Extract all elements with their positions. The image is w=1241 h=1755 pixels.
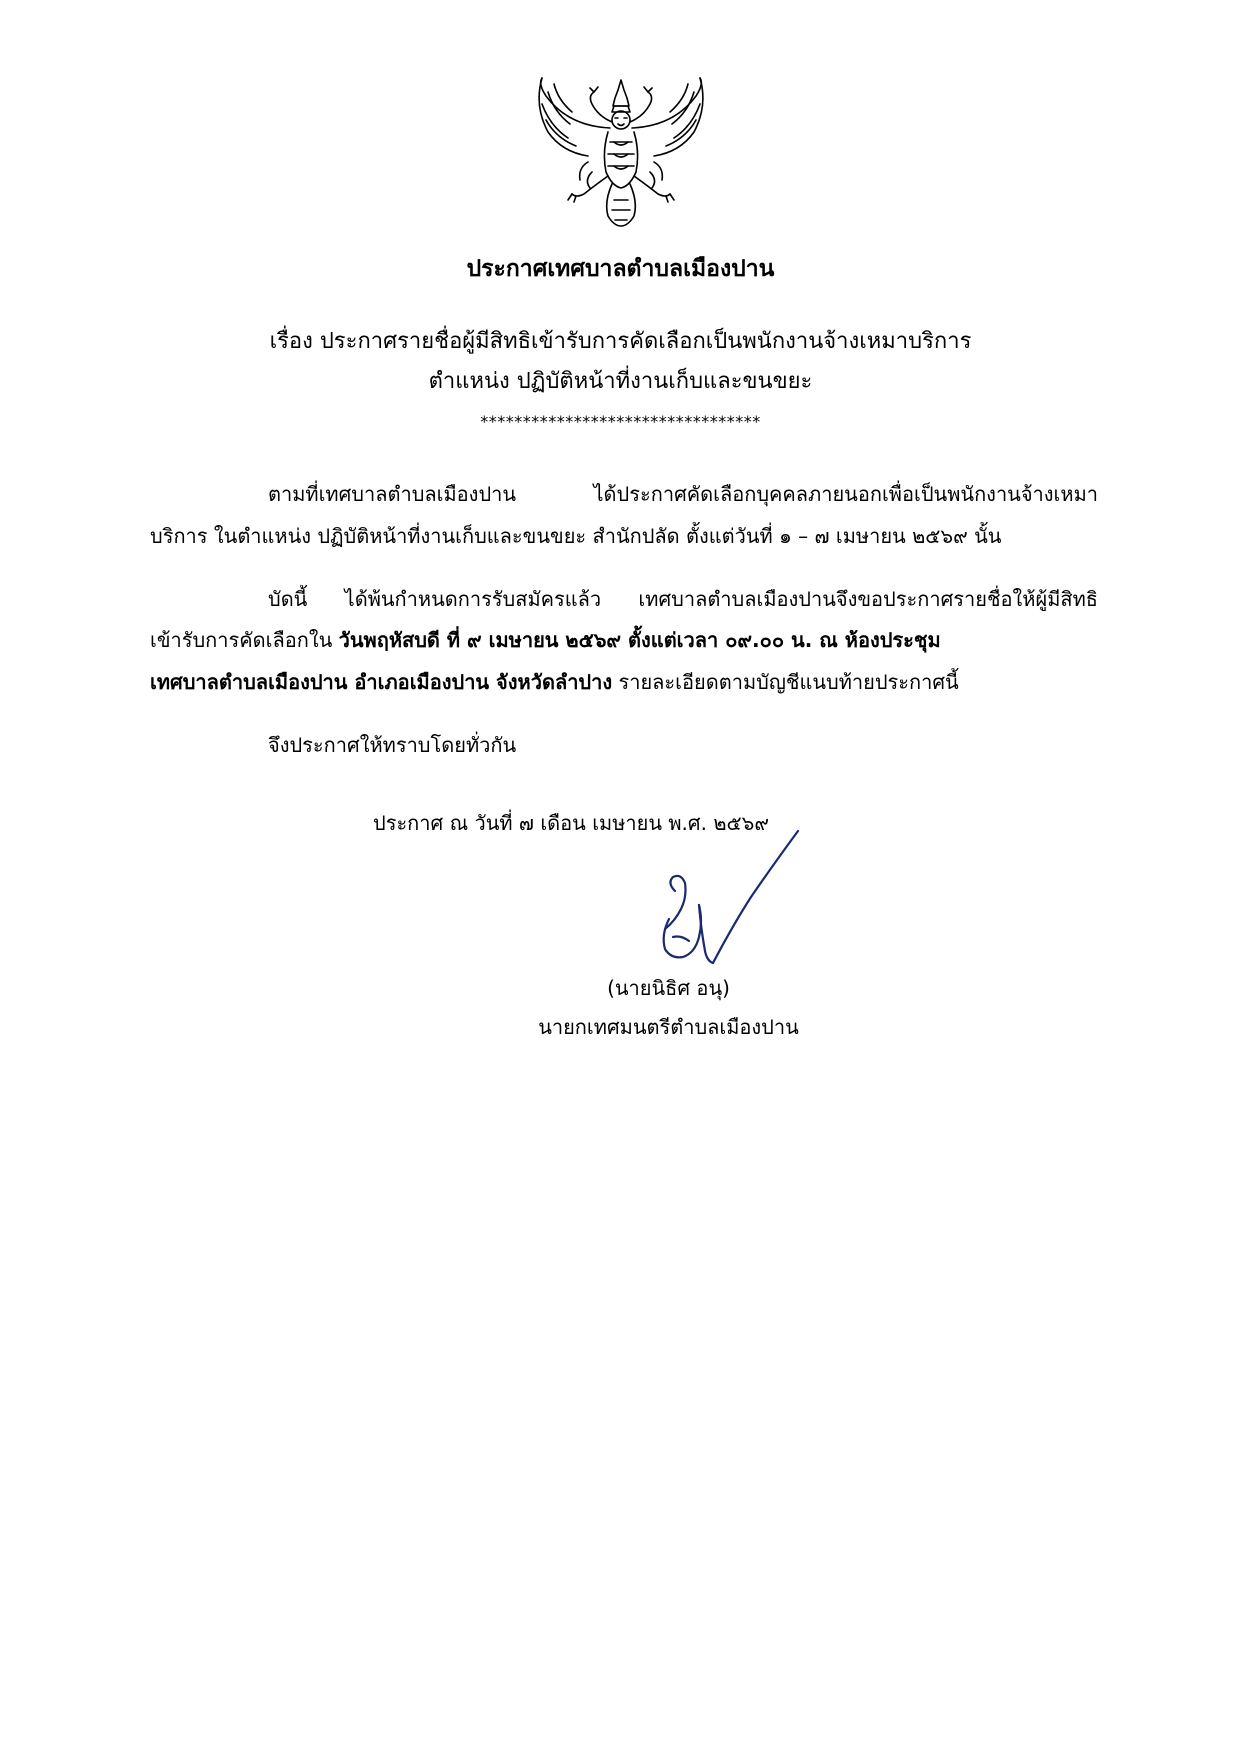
- paragraph-2-line-1: บัดนี้ ได้พ้นกำหนดการรับสมัครแล้ว เทศบาลตำบลเมืองปานจึงขอประกาศรายชื่อให้ผู้มีสิทธิ: [268, 587, 1098, 611]
- paragraph-3: จึงประกาศให้ทราบโดยทั่วกัน: [268, 733, 517, 757]
- subject-line-1: เรื่อง ประกาศรายชื่อผู้มีสิทธิเข้ารับการคัดเลือกเป็นพนักงานจ้างเหมาบริการ: [269, 329, 972, 354]
- paragraph-2-line-2-text: เข้ารับการคัดเลือกใน: [150, 628, 339, 652]
- handwritten-signature: [655, 825, 805, 967]
- garuda-emblem-icon: [528, 76, 715, 228]
- paragraph-1-line-2: บริการ ในตำแหน่ง ปฏิบัติหน้าที่งานเก็บและขนขยะ สำนักปลัด ตั้งแต่วันที่ ๑ – ๗ เมษายน ๒๕๖๙ นั้น: [150, 524, 1002, 548]
- document-title: ประกาศเทศบาลตำบลเมืองปาน: [466, 256, 775, 282]
- paragraph-1-line-1: ตามที่เทศบาลตำบลเมืองปาน ได้ประกาศคัดเลือกบุคคลภายนอกเพื่อเป็นพนักงานจ้างเหมา: [268, 482, 1098, 506]
- announcement-date: ประกาศ ณ วันที่ ๗ เดือน เมษายน พ.ศ. ๒๕๖๙: [373, 811, 769, 835]
- signer-position: นายกเทศมนตรีตำบลเมืองปาน: [538, 1015, 799, 1039]
- paragraph-2-line-3: [150, 667, 1098, 697]
- separator-line: *********************************: [480, 412, 761, 431]
- subject-line-2: ตำแหน่ง ปฏิบัติหน้าที่งานเก็บและขนขยะ: [428, 369, 813, 394]
- paragraph-2-line-3-text: รายละเอียดตามบัญชีแนบท้ายประกาศนี้: [612, 670, 959, 694]
- selection-date-bold: วันพฤหัสบดี ที่ ๙ เมษายน ๒๕๖๙ ตั้งแต่เวลา ๐๙.๐๐ น. ณ ห้องประชุม: [338, 628, 941, 652]
- paragraph-2-line-2: [150, 625, 1098, 655]
- selection-venue-bold: เทศบาลตำบลเมืองปาน อำเภอเมืองปาน จังหวัดลำปาง: [150, 670, 613, 694]
- signer-name: (นายนิธิศ อนุ): [607, 976, 730, 1000]
